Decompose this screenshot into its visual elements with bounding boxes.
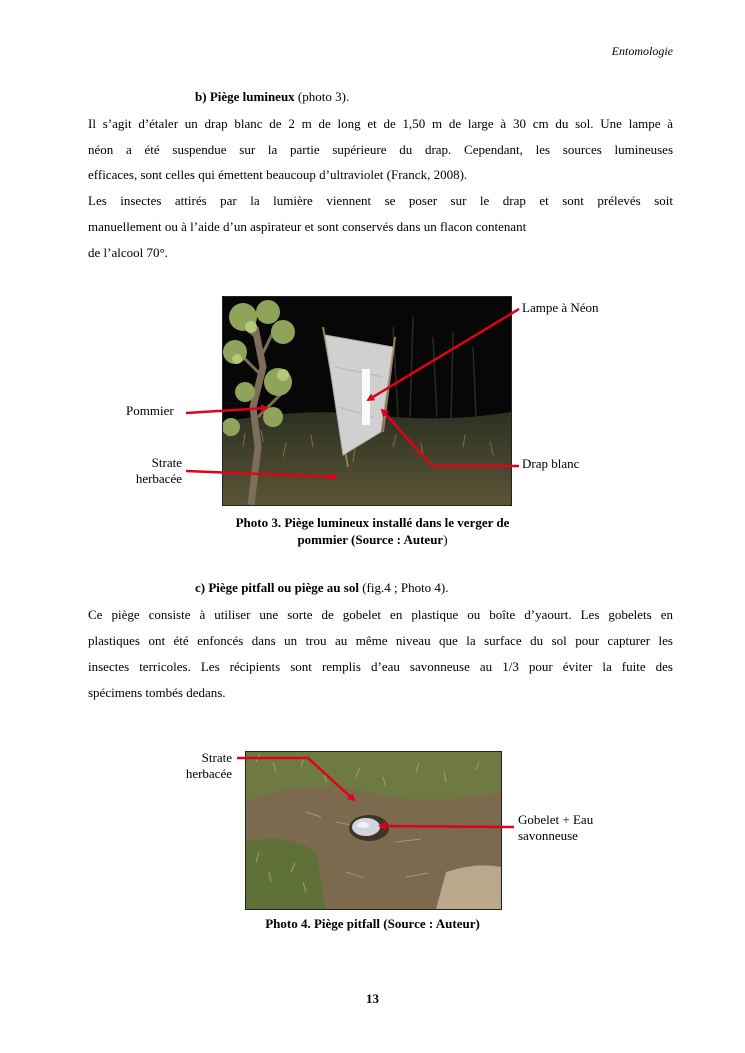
label-neon-lamp: Lampe à Néon <box>522 300 599 315</box>
photo-4-caption: Photo 4. Piège pitfall (Source : Auteur) <box>265 916 480 931</box>
photo-3-caption <box>190 514 555 548</box>
section-b-line-1: Il s’agit d’étaler un drap blanc de 2 m de long et de 1,50 m de large à 30 cm du sol. Une lampe à <box>88 116 673 131</box>
section-b-label: b) <box>195 89 207 104</box>
running-header: Entomologie <box>611 44 673 58</box>
label-herb-layer-2 <box>150 750 232 782</box>
label-white-sheet: Drap blanc <box>522 456 580 471</box>
page-number: 13 <box>366 991 379 1006</box>
photo-light-trap <box>222 296 512 506</box>
label-herb-layer-2-line2: herbacée <box>185 766 232 781</box>
section-b-line-2: néon a été suspendue sur la partie supérieure du drap. Cependant, les sources lumineuses <box>88 142 673 157</box>
section-b-line-4: Les insectes attirés par la lumière viennent se poser sur le drap et sont prélevés soit <box>88 193 673 208</box>
label-cup-soapy-water <box>518 812 593 844</box>
label-herb-layer-1-line2: herbacée <box>135 471 182 486</box>
section-c-title: Piège pitfall ou piège au sol <box>208 580 359 595</box>
section-b-ref: (photo 3). <box>294 89 350 104</box>
photo-3-caption-line1: Photo 3. Piège lumineux installé dans le verger de <box>235 515 510 530</box>
photo-pitfall-illustration <box>246 752 501 909</box>
photo-pitfall-trap <box>245 751 502 910</box>
section-c-line-3: insectes terricoles. Les récipients sont remplis d’eau savonneuse au 1/3 pour éviter la fuite des <box>88 659 673 674</box>
label-herb-layer-1 <box>100 455 182 487</box>
label-cup-line1: Gobelet + Eau <box>518 812 594 827</box>
section-c-ref: (fig.4 ; Photo 4). <box>358 580 449 595</box>
section-c-line-1: Ce piège consiste à utiliser une sorte de gobelet en plastique ou boîte d’yaourt. Les gobelets en <box>88 607 673 622</box>
section-c-line-4: spécimens tombés dedans. <box>88 685 226 700</box>
section-c-heading <box>195 580 449 596</box>
photo-3-caption-line2a: pommier (Source : Auteur <box>297 532 444 547</box>
section-c-line-2: plastiques ont été enfoncés dans un trou au même niveau que la surface du sol pour capturer les <box>88 633 673 648</box>
section-b-line-3: efficaces, sont celles qui émettent beaucoup d’ultraviolet (Franck, 2008). <box>88 167 468 182</box>
section-b-line-5: manuellement ou à l’aide d’un aspirateur et sont conservés dans un flacon contenant <box>88 219 527 234</box>
section-c-label: c) <box>195 580 206 595</box>
photo-3-caption-line2b: ) <box>443 532 448 547</box>
label-herb-layer-2-line1: Strate <box>201 750 232 765</box>
section-b-heading <box>195 89 349 105</box>
label-apple-tree: Pommier <box>126 403 174 418</box>
label-herb-layer-1-line1: Strate <box>151 455 182 470</box>
photo-light-trap-illustration <box>223 297 511 505</box>
label-cup-line2: savonneuse <box>518 828 578 843</box>
section-b-title: Piège lumineux <box>209 89 295 104</box>
section-b-line-6: de l’alcool 70°. <box>88 245 168 260</box>
